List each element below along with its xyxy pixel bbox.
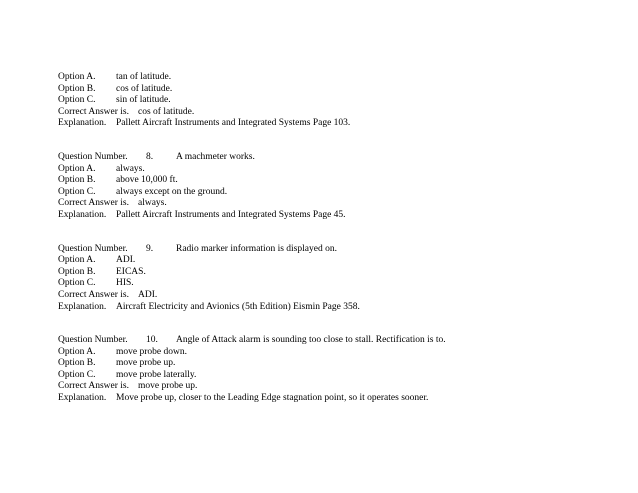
option-a-text: tan of latitude. <box>116 72 172 82</box>
question-number-line <box>58 244 618 256</box>
option-c-text: move probe laterally. <box>116 369 197 380</box>
explanation-label: Explanation. <box>58 393 107 404</box>
correct-answer-line <box>58 290 618 302</box>
option-c-label: Option C. <box>58 95 96 106</box>
option-b-label: Option B. <box>58 266 96 277</box>
option-c-line <box>58 370 618 382</box>
option-c-text: sin of latitude. <box>116 95 171 106</box>
option-b-label: Option B. <box>58 175 96 186</box>
question-text: Angle of Attack alarm is sounding too close to stall. Rectification is to. <box>176 335 446 346</box>
correct-answer-label: Correct Answer is. <box>58 106 129 117</box>
option-c-label: Option C. <box>58 278 96 289</box>
option-b-line <box>58 175 618 187</box>
explanation-line <box>58 393 618 405</box>
explanation-text: Move probe up, closer to the Leading Edge stagnation point, so it operates sooner. <box>116 393 429 404</box>
explanation-line <box>58 302 618 314</box>
option-c-text: always except on the ground. <box>116 186 228 197</box>
option-c-line <box>58 278 618 290</box>
correct-answer-label: Correct Answer is. <box>58 289 129 300</box>
question-number-label: Question Number. <box>58 335 128 346</box>
option-a-line <box>58 347 618 359</box>
question-number-label: Question Number. <box>58 151 128 162</box>
correct-answer-text: move probe up. <box>138 381 198 392</box>
option-b-text: EICAS. <box>116 266 146 277</box>
explanation-text: Pallett Aircraft Instruments and Integrated Systems Page 103. <box>116 118 351 129</box>
option-a-text: always. <box>116 163 145 174</box>
question-number-line <box>58 335 618 347</box>
document-page <box>58 72 618 405</box>
option-c-line <box>58 95 618 107</box>
option-a-label: Option A. <box>58 346 96 357</box>
correct-answer-line <box>58 107 618 119</box>
correct-answer-label: Correct Answer is. <box>58 381 129 392</box>
explanation-label: Explanation. <box>58 301 107 312</box>
option-c-line <box>58 187 618 199</box>
question-7-block <box>58 72 618 130</box>
question-text: Radio marker information is displayed on. <box>176 243 337 254</box>
question-number: 10. <box>146 335 158 346</box>
option-a-line <box>58 72 618 84</box>
option-a-line <box>58 164 618 176</box>
question-number-label: Question Number. <box>58 243 128 254</box>
option-a-label: Option A. <box>58 255 96 266</box>
explanation-line <box>58 118 618 130</box>
correct-answer-label: Correct Answer is. <box>58 198 129 209</box>
correct-answer-text: ADI. <box>138 289 158 300</box>
option-b-text: move probe up. <box>116 358 176 369</box>
question-10-block <box>58 335 618 405</box>
question-number: 8. <box>146 151 154 162</box>
option-c-label: Option C. <box>58 186 96 197</box>
correct-answer-line <box>58 381 618 393</box>
option-b-label: Option B. <box>58 358 96 369</box>
question-number: 9. <box>146 243 154 254</box>
correct-answer-text: always. <box>138 198 167 209</box>
option-b-line <box>58 267 618 279</box>
option-a-line <box>58 255 618 267</box>
question-8-block <box>58 152 618 222</box>
option-b-line <box>58 358 618 370</box>
option-a-label: Option A. <box>58 163 96 174</box>
explanation-text: Aircraft Electricity and Avionics (5th Edition) Eismin Page 358. <box>116 301 360 312</box>
option-b-text: cos of latitude. <box>116 83 173 94</box>
option-c-text: HIS. <box>116 278 134 289</box>
option-b-label: Option B. <box>58 83 96 94</box>
option-a-label: Option A. <box>58 72 96 82</box>
option-b-line <box>58 84 618 96</box>
option-c-label: Option C. <box>58 369 96 380</box>
question-number-line <box>58 152 618 164</box>
explanation-label: Explanation. <box>58 118 107 129</box>
option-a-text: ADI. <box>116 255 136 266</box>
option-a-text: move probe down. <box>116 346 187 357</box>
question-text: A machmeter works. <box>176 151 255 162</box>
question-9-block <box>58 244 618 314</box>
explanation-label: Explanation. <box>58 209 107 220</box>
explanation-text: Pallett Aircraft Instruments and Integrated Systems Page 45. <box>116 209 346 220</box>
correct-answer-text: cos of latitude. <box>138 106 195 117</box>
explanation-line <box>58 210 618 222</box>
option-b-text: above 10,000 ft. <box>116 175 178 186</box>
correct-answer-line <box>58 198 618 210</box>
